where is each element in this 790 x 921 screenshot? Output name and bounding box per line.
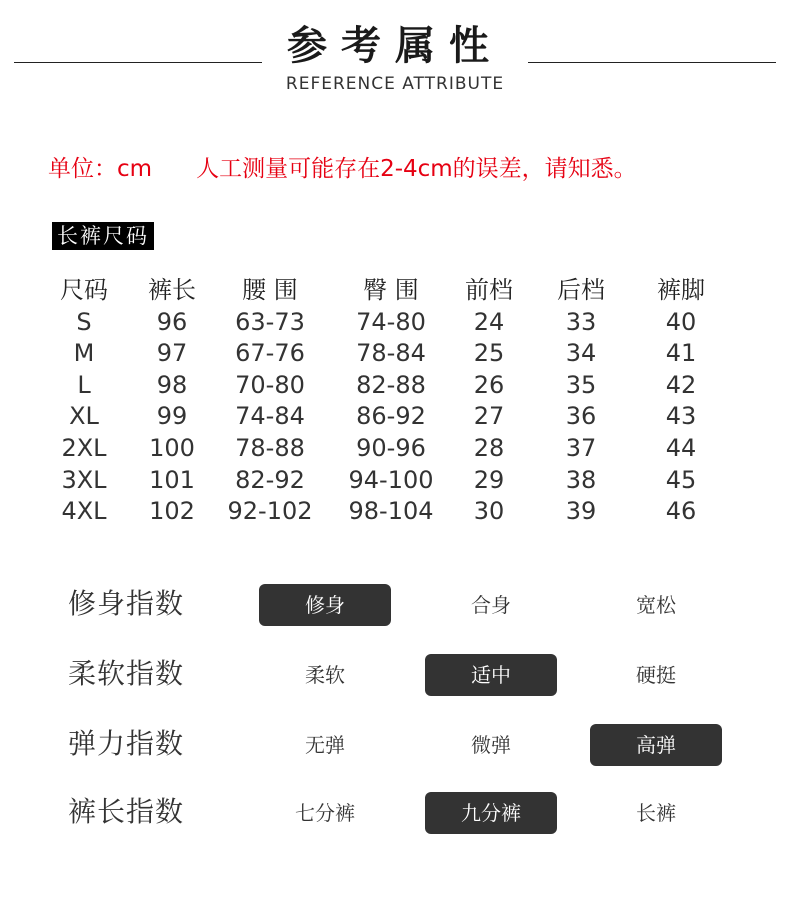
table-cell: 29: [473, 465, 505, 494]
table-cell: 2XL: [61, 433, 107, 462]
size-table: [0, 274, 790, 527]
table-header: 裤长: [148, 276, 196, 304]
table-header: 尺码: [60, 276, 108, 304]
table-cell: 26: [473, 370, 505, 399]
table-row: [0, 464, 790, 496]
table-cell: 70-80: [235, 370, 305, 399]
table-cell: 102: [149, 497, 195, 526]
table-cell: 67-76: [235, 339, 305, 368]
table-cell: L: [77, 370, 91, 399]
table-cell: 37: [565, 433, 597, 462]
table-header: 裤脚: [657, 276, 705, 304]
table-row: [0, 495, 790, 527]
table-cell: 74-84: [235, 402, 305, 431]
table-cell: 40: [665, 307, 697, 336]
index-row: [0, 722, 790, 768]
header-rule-left: [14, 62, 262, 63]
table-cell: 38: [565, 465, 597, 494]
index-option-selected: 九分裤: [425, 792, 557, 834]
table-cell: 100: [149, 433, 195, 462]
table-cell: 74-80: [356, 307, 426, 336]
table-cell: 25: [473, 339, 505, 368]
index-option: 合身: [471, 593, 511, 617]
table-cell: 94-100: [348, 465, 434, 494]
table-cell: 98: [156, 370, 188, 399]
index-label: 柔软指数: [68, 657, 185, 690]
table-cell: S: [76, 307, 92, 336]
table-header: 后档: [557, 276, 605, 304]
size-section-tag: 长裤尺码: [52, 222, 154, 250]
table-cell: 97: [156, 339, 188, 368]
table-cell: 46: [665, 497, 697, 526]
index-option-selected: 修身: [259, 584, 391, 626]
table-cell: 33: [565, 307, 597, 336]
table-cell: 98-104: [348, 497, 434, 526]
table-row: [0, 432, 790, 464]
table-cell: 90-96: [356, 433, 426, 462]
table-cell: 39: [565, 497, 597, 526]
table-cell: 28: [473, 433, 505, 462]
table-cell: 35: [565, 370, 597, 399]
table-cell: 92-102: [227, 497, 313, 526]
index-label: 修身指数: [68, 587, 185, 620]
table-cell: 78-88: [235, 433, 305, 462]
unit-text: 单位：cm: [48, 156, 153, 182]
index-row: [0, 790, 790, 836]
table-cell: 44: [665, 433, 697, 462]
index-option-selected: 适中: [425, 654, 557, 696]
table-cell: 3XL: [61, 465, 107, 494]
table-cell: 30: [473, 497, 505, 526]
table-cell: 24: [473, 307, 505, 336]
table-row: [0, 337, 790, 369]
table-cell: 96: [156, 307, 188, 336]
table-header: 臀 围: [363, 276, 419, 304]
index-option: 微弹: [471, 733, 511, 757]
table-body: [0, 306, 790, 527]
index-label: 弹力指数: [68, 727, 185, 760]
index-option: 宽松: [636, 593, 676, 617]
measurement-notice: [48, 150, 637, 183]
table-cell: 27: [473, 402, 505, 431]
table-cell: 36: [565, 402, 597, 431]
table-cell: 43: [665, 402, 697, 431]
index-label: 裤长指数: [68, 795, 185, 828]
table-cell: 63-73: [235, 307, 305, 336]
table-cell: 78-84: [356, 339, 426, 368]
table-cell: XL: [69, 402, 99, 431]
index-option: 柔软: [305, 663, 345, 687]
table-cell: 82-88: [356, 370, 426, 399]
table-cell: 99: [156, 402, 188, 431]
page-subtitle: REFERENCE ATTRIBUTE: [285, 74, 505, 94]
index-option-selected: 高弹: [590, 724, 722, 766]
table-header-row: [0, 274, 790, 306]
table-row: [0, 306, 790, 338]
table-row: [0, 400, 790, 432]
table-cell: 42: [665, 370, 697, 399]
table-header: 前档: [465, 276, 513, 304]
table-cell: 41: [665, 339, 697, 368]
index-option: 硬挺: [636, 663, 676, 687]
page-title: 参考属性: [287, 23, 503, 69]
table-cell: M: [73, 339, 95, 368]
section-header: [0, 0, 790, 110]
table-cell: 101: [149, 465, 195, 494]
header-rule-right: [528, 62, 776, 63]
table-cell: 45: [665, 465, 697, 494]
table-cell: 82-92: [235, 465, 305, 494]
index-row: [0, 582, 790, 628]
error-note: 人工测量可能存在2-4cm的误差，请知悉。: [196, 156, 637, 182]
table-header: 腰 围: [242, 276, 298, 304]
table-cell: 86-92: [356, 402, 426, 431]
index-option: 长裤: [636, 801, 676, 825]
index-row: [0, 652, 790, 698]
index-option: 七分裤: [295, 801, 355, 825]
index-option: 无弹: [305, 733, 345, 757]
table-cell: 4XL: [61, 497, 107, 526]
table-row: [0, 369, 790, 401]
table-cell: 34: [565, 339, 597, 368]
